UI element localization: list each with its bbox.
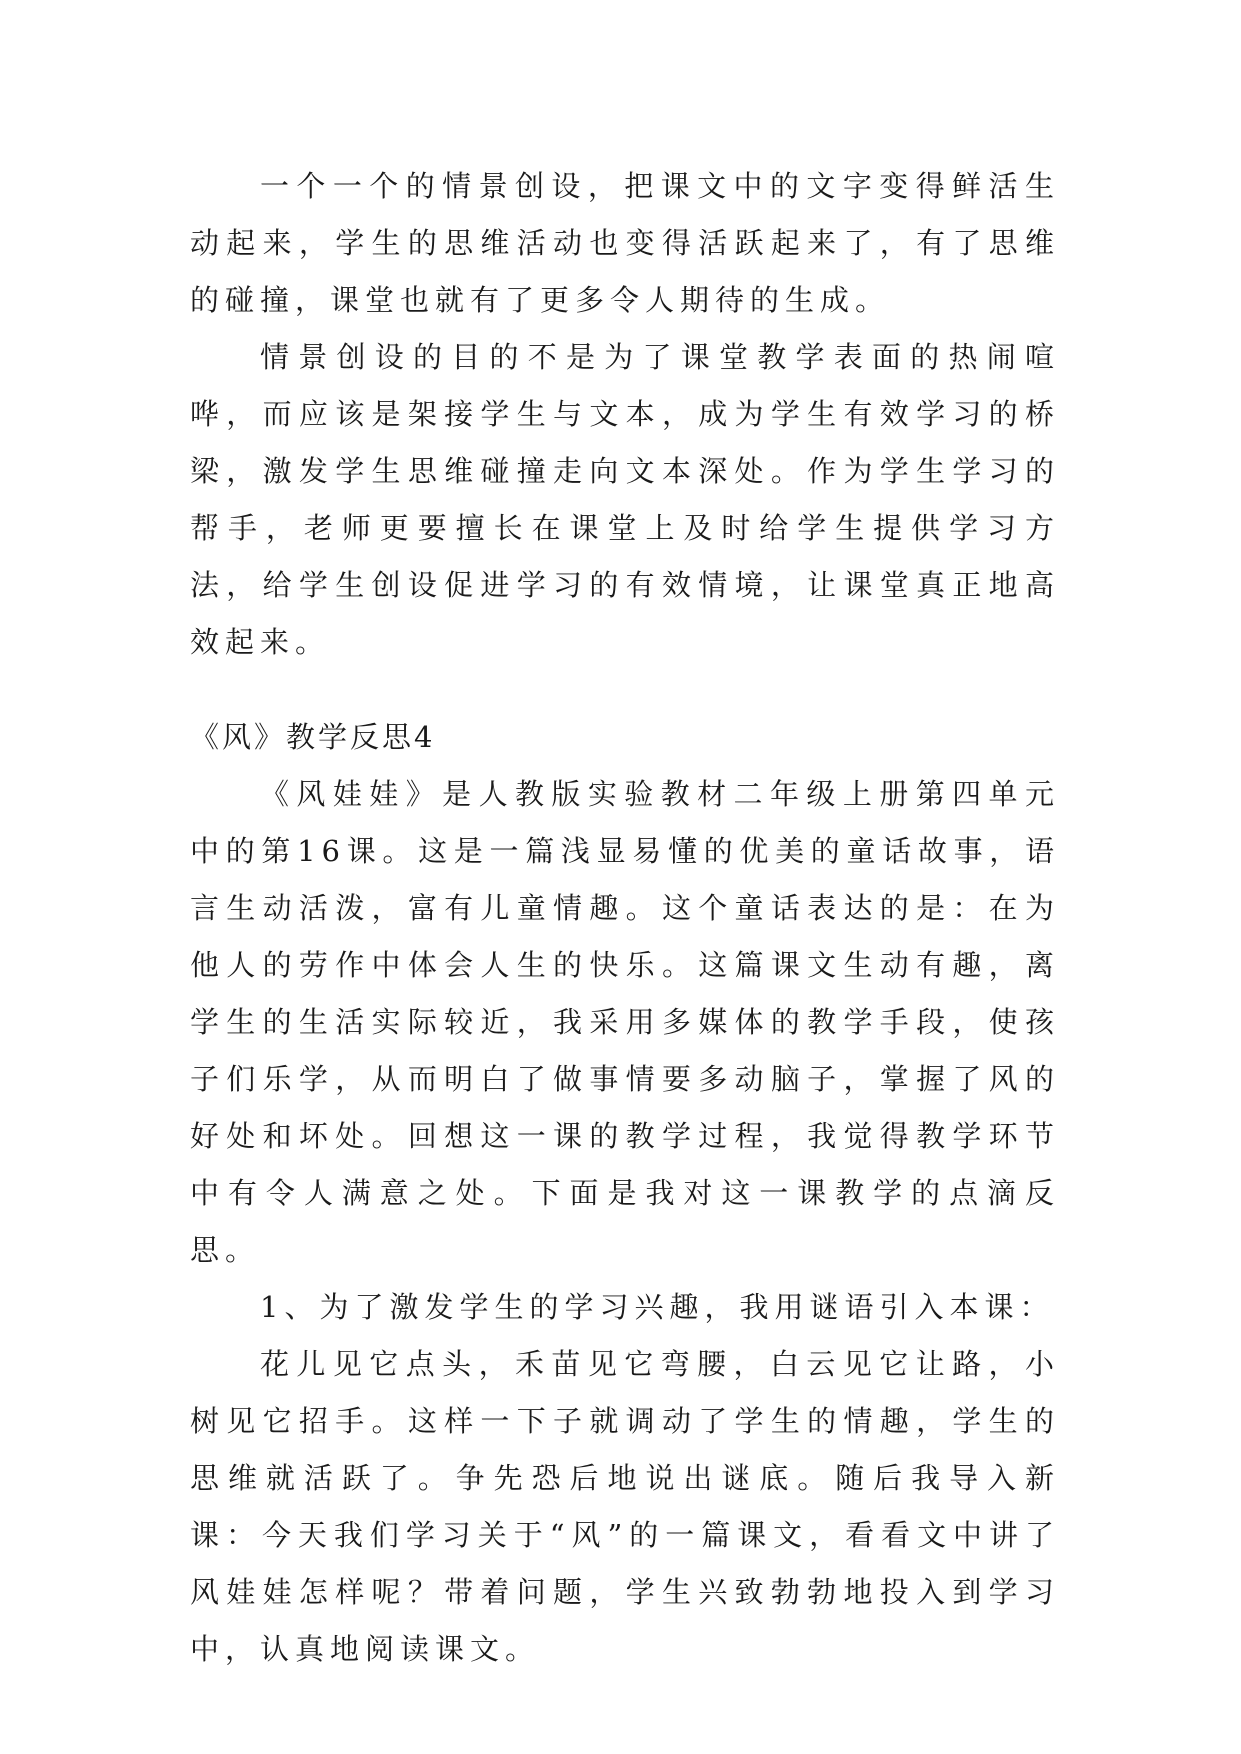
document-body — [190, 158, 1060, 1678]
paragraph: 花儿见它点头，禾苗见它弯腰，白云见它让路，小树见它招手。这样一下子就调动了学生的情趣，学生的思维就活跃了。争先恐后地说出谜底。随后我导入新课：今天我们学习关于“风”的一篇课文，看看文中讲了风娃娃怎样呢？带着问题，学生兴致勃勃地投入到学习中，认真地阅读课文。 — [190, 1347, 1060, 1666]
paragraph: 情景创设的目的不是为了课堂教学表面的热闹喧哗，而应该是架接学生与文本，成为学生有效学习的桥梁，激发学生思维碰撞走向文本深处。作为学生学习的帮手，老师更要擅长在课堂上及时给学生提供学习方法，给学生创设促进学习的有效情境，让课堂真正地高效起来。 — [190, 340, 1060, 659]
section-title: 《风》教学反思4 — [190, 720, 436, 754]
paragraph: 《风娃娃》是人教版实验教材二年级上册第四单元中的第16课。这是一篇浅显易懂的优美的童话故事，语言生动活泼，富有儿童情趣。这个童话表达的是：在为他人的劳作中体会人生的快乐。这篇课文生动有趣，离学生的生活实际较近，我采用多媒体的教学手段，使孩子们乐学，从而明白了做事情要多动脑子，掌握了风的好处和坏处。回想这一课的教学过程，我觉得教学环节中有令人满意之处。下面是我对这一课教学的点滴反思。 — [190, 777, 1060, 1267]
paragraph: 1、为了激发学生的学习兴趣，我用谜语引入本课： — [260, 1290, 1055, 1324]
paragraph: 一个一个的情景创设，把课文中的文字变得鲜活生动起来，学生的思维活动也变得活跃起来了，有了思维的碰撞，课堂也就有了更多令人期待的生成。 — [190, 169, 1060, 317]
